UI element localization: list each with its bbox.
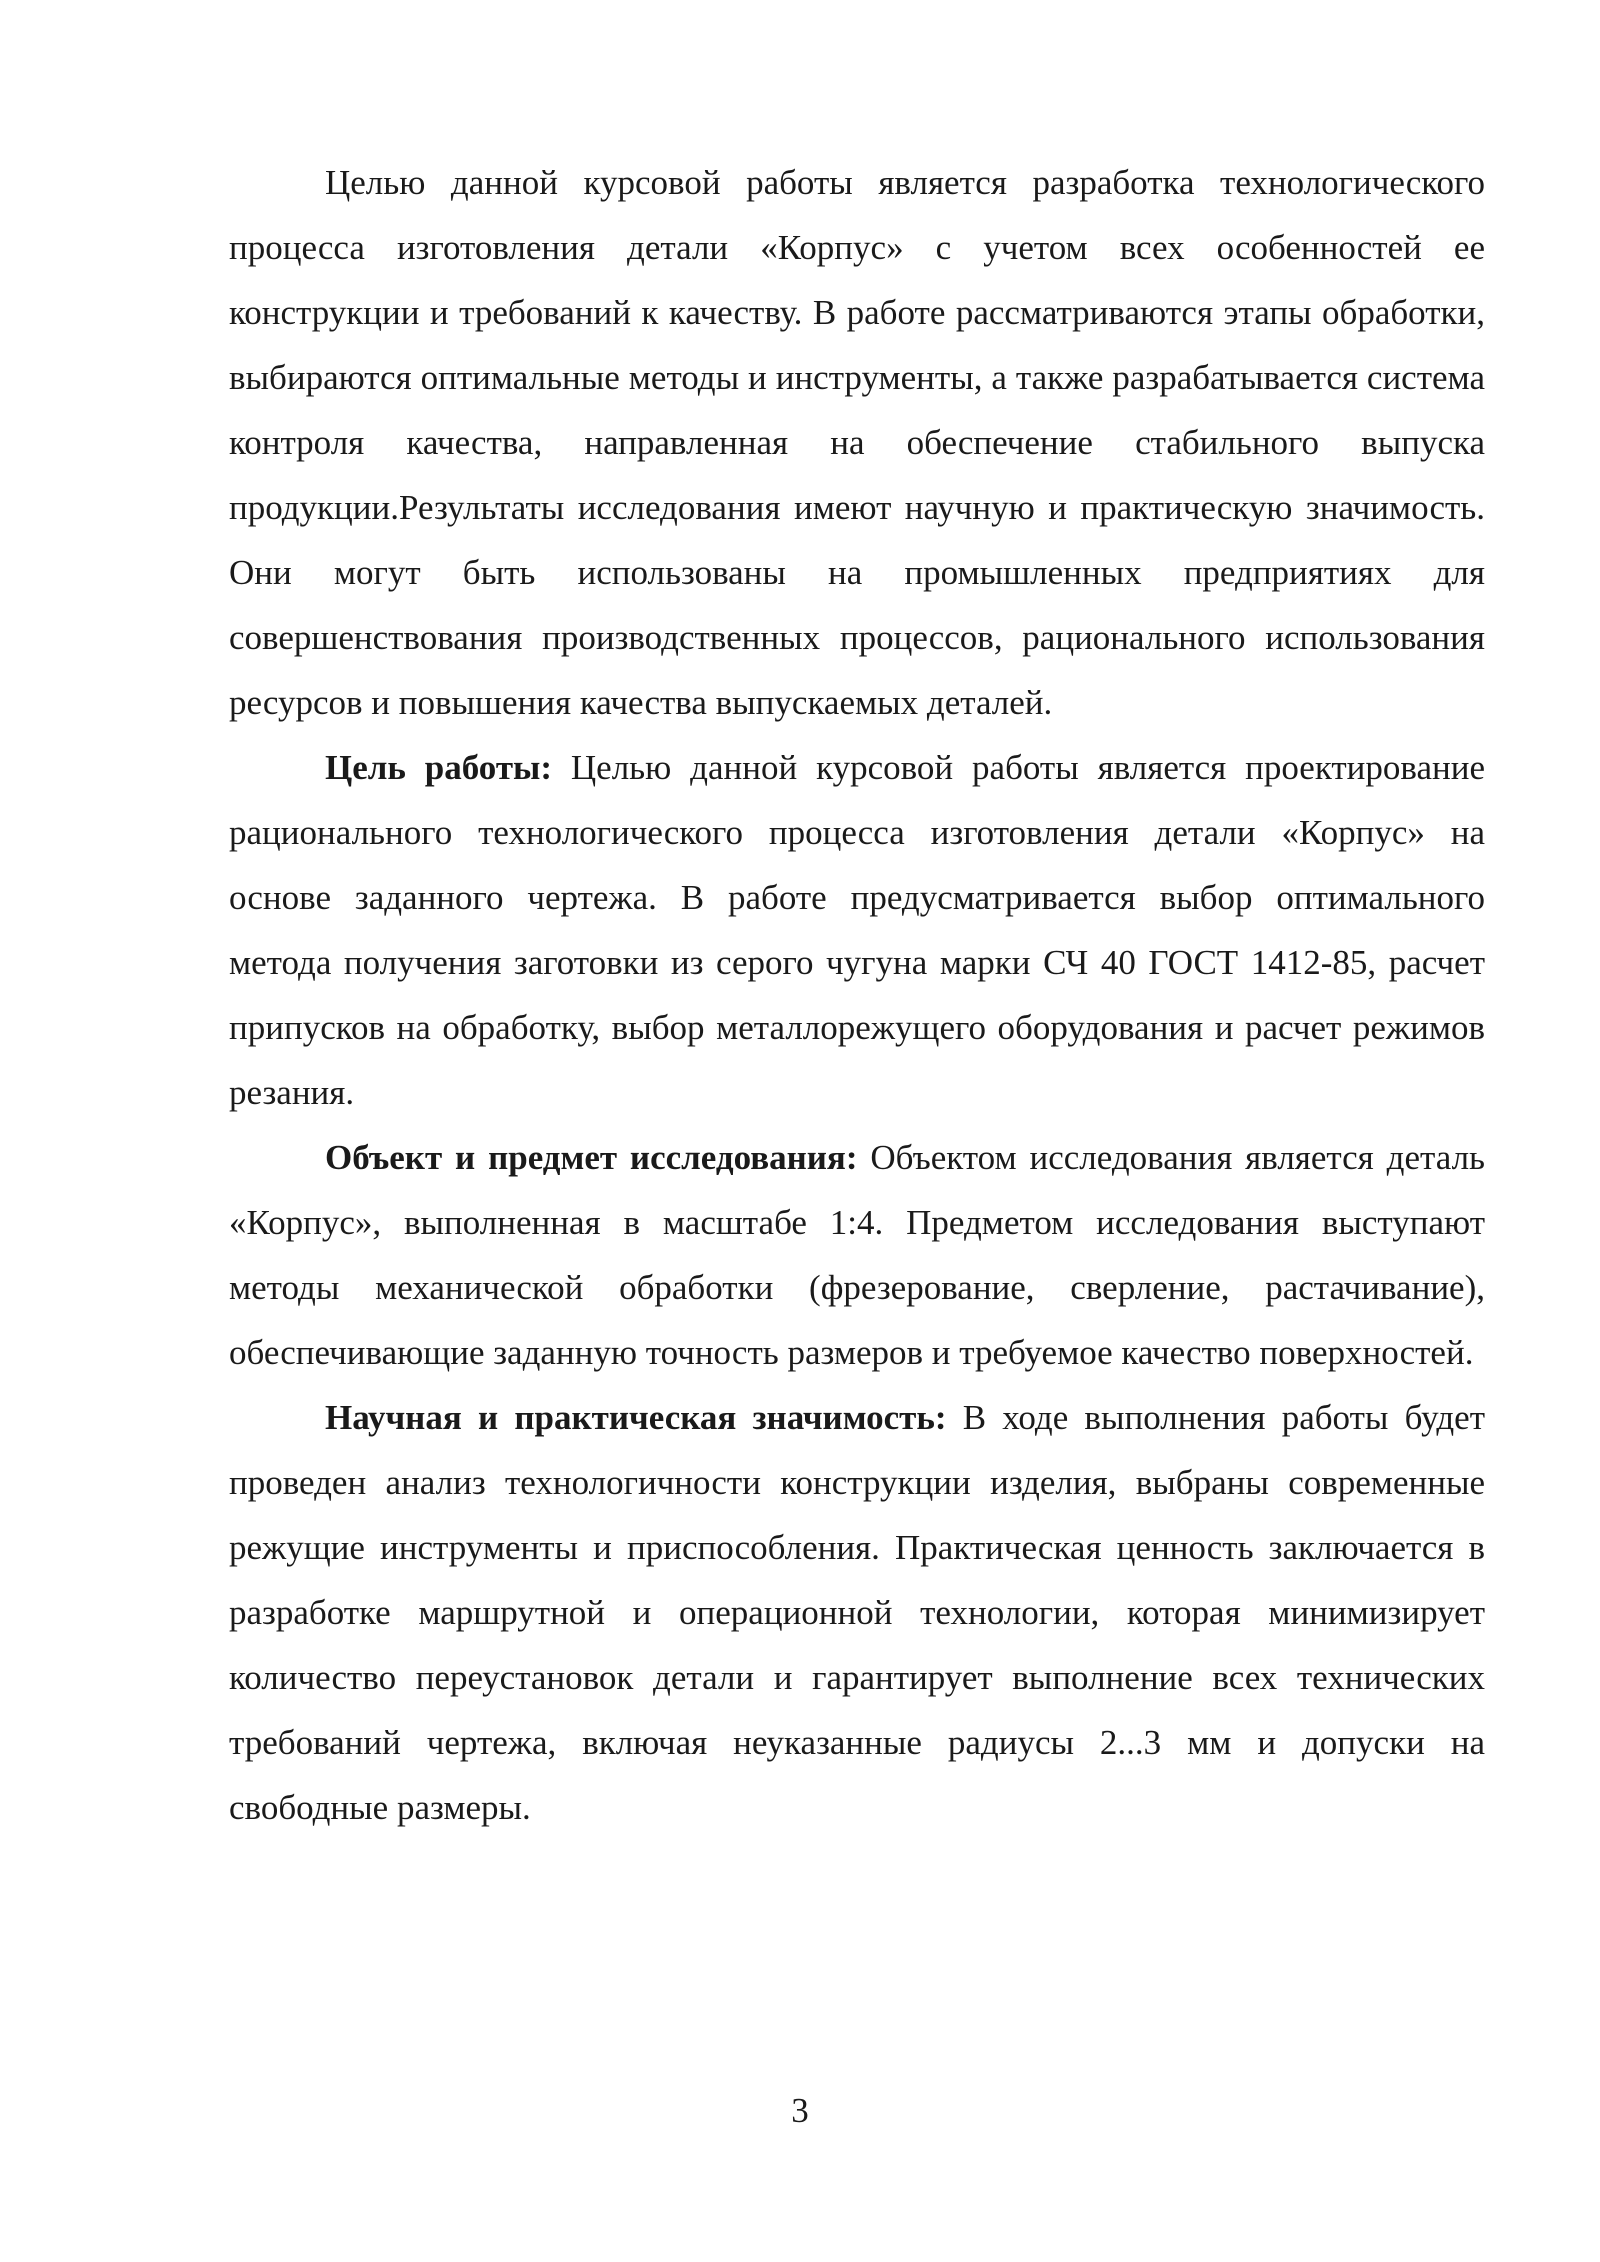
paragraph-goal-heading: Цель работы: [325, 748, 553, 787]
paragraph-goal [229, 735, 1485, 1125]
paragraph-significance-text: В ходе выполнения работы будет проведен анализ технологичности конструкции изделия, выбраны современные режущие инструменты и приспособления. Практическая ценность заключается в разработке маршрутной и операционной технологии, которая минимизирует количество переустановок детали и гарантирует выполнение всех технических требований чертежа, включая неуказанные радиусы 2...3 мм и допуски на свободные размеры. [229, 1398, 1486, 1827]
paragraph-object-heading: Объект и предмет исследования: [325, 1138, 858, 1177]
paragraph-significance [229, 1385, 1485, 1840]
body-text [229, 150, 1485, 1840]
paragraph-goal-text: Целью данной курсовой работы является проектирование рационального технологического процесса изготовления детали «Корпус» на основе заданного чертежа. В работе предусматривается выбор оптимального метода получения заготовки из серого чугуна марки СЧ 40 ГОСТ 1412-85, расчет припусков на обработку, выбор металлорежущего оборудования и расчет режимов резания. [229, 748, 1485, 1112]
paragraph-intro-text: Целью данной курсовой работы является разработка технологического процесса изготовления детали «Корпус» с учетом всех особенностей ее конструкции и требований к качеству. В работе рассматриваются этапы обработки, выбираются оптимальные методы и инструменты, а также разрабатывается система контроля качества, направленная на обеспечение стабильного выпуска продукции.Результаты исследования имеют научную и практическую значимость. Они могут быть использованы на промышленных предприятиях для совершенствования производственных процессов, рационального использования ресурсов и повышения качества выпускаемых деталей. [229, 163, 1485, 722]
page-number: 3 [791, 2091, 809, 2130]
paragraph-object-text: Объектом исследования является деталь «Корпус», выполненная в масштабе 1:4. Предметом исследования выступают методы механической обработки (фрезерование, сверление, растачивание), обеспечивающие заданную точность размеров и требуемое качество поверхностей. [229, 1138, 1485, 1372]
paragraph-intro [229, 150, 1485, 735]
paragraph-significance-heading: Научная и практическая значимость: [325, 1398, 947, 1437]
paragraph-object [229, 1125, 1485, 1385]
